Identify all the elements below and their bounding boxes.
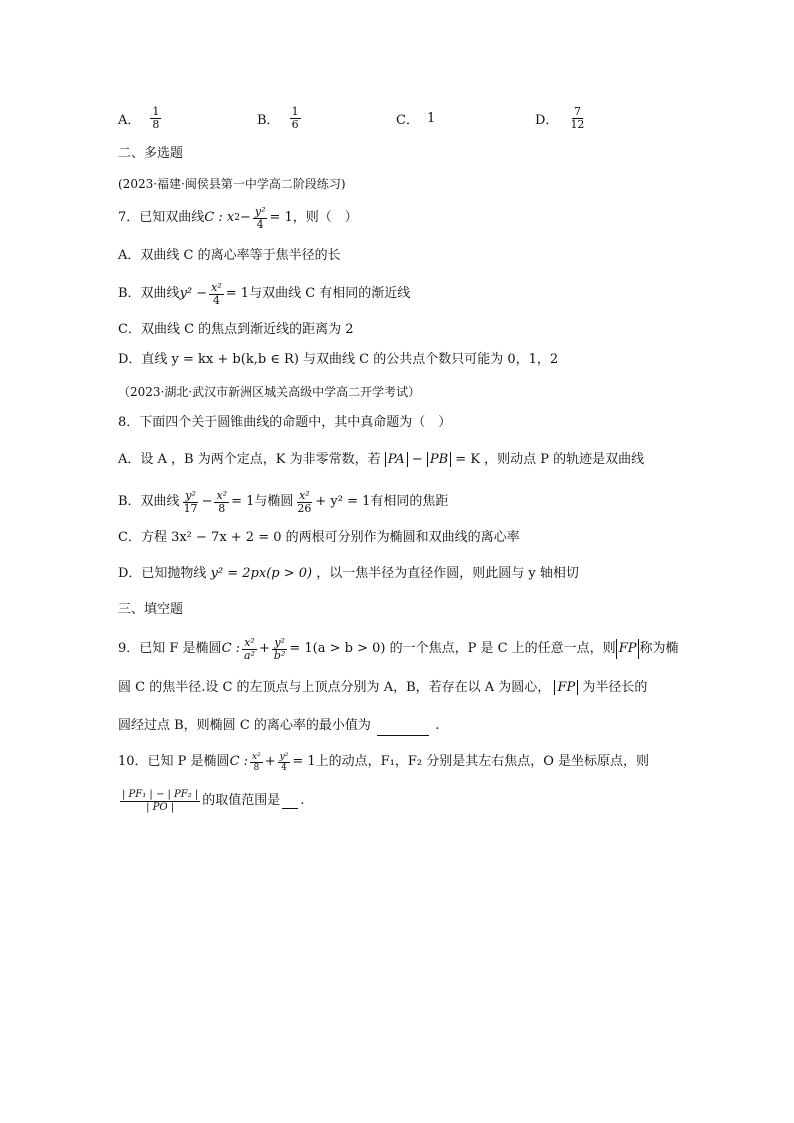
fraction: $\frac{\text{x²}}{8}$	[252, 751, 261, 773]
fraction: $\frac{\text{x²}}{26}$	[297, 488, 312, 515]
q8-option-c: C．方程 3x² − 7x + 2 = 0 的两根可分别作为椭圆和双曲线的离心率	[118, 530, 520, 545]
fraction: $\frac{1}{8}$	[152, 104, 160, 131]
q8-source: （2023·湖北·武汉市新洲区城关高级中学高二开学考试）	[118, 385, 421, 399]
q8-option-d: D．已知抛物线 y² = 2px(p > 0) ，以一焦半径为直径作圆，则此圆与 y 轴相切	[118, 566, 579, 581]
answer-blank[interactable]	[282, 794, 298, 809]
q7-option-d: D．直线 y = kx + b(k,b ∈ R) 与双曲线 C 的公共点个数只可能为 0，1，2	[118, 352, 559, 367]
answer-blank[interactable]	[377, 721, 429, 736]
option-label: A．	[118, 112, 141, 128]
q9-line-3: 圆经过点 B，则椭圆 C 的离心率的最小值为 .	[118, 716, 439, 736]
option-label: D．	[535, 112, 559, 128]
q6-option-b	[257, 100, 303, 136]
q7-option-c: C．双曲线 C 的焦点到渐近线的距离为 2	[118, 322, 354, 337]
q9-line-2: 圆 C 的焦半径.设 C 的左顶点与上顶点分别为 A，B，若存在以 A 为圆心， FP 为半径长的	[118, 680, 648, 695]
q6-option-c	[396, 100, 435, 136]
q6-option-d	[535, 100, 588, 136]
fraction: $\frac{\text{x²}}{8}$	[216, 488, 228, 515]
q8-option-a: A．设 A ，B 为两个定点，K 为非零常数，若 PA − PB = K ，则动点 P 的轨迹是双曲线	[118, 452, 645, 467]
fraction: $\frac{\text{| PF₁ | − | PF₂ |}}{| PO |}$	[122, 788, 199, 813]
q8-stem: 8．下面四个关于圆锥曲线的命题中，其中真命题为（ ）	[118, 415, 452, 430]
q9-line-1: 9．已知 F 是椭圆 C : $\frac{\text{x²}}{\text{a²}}$ + $\frac{\text{y²}}{\text{b²}}$ = 1(a > b > 0) 的一个焦点，P 是 C 上的任意一点，则 FP 称为椭	[118, 635, 679, 662]
q7-stem: 7．已知双曲线 C : x 2 − $\frac{\text{y²}}{4}$ = 1，则（ ）	[118, 204, 358, 231]
q7-option-b: B．双曲线 y² − $\frac{\text{x²}}{4}$ = 1与双曲线 C 有相同的渐近线	[118, 280, 411, 307]
fraction: $\frac{\text{y²}}{17}$	[183, 488, 198, 515]
q7-option-a: A．双曲线 C 的离心率等于焦半径的长	[118, 248, 341, 263]
fraction: $\frac{\text{x²}}{4}$	[211, 280, 222, 307]
fraction: $\frac{7}{12}$	[570, 104, 585, 131]
section-heading-fill: 三、填空题	[118, 602, 184, 617]
fraction: $\frac{\text{y²}}{\text{b²}}$	[273, 635, 286, 662]
q10-line-1: 10．已知 P 是椭圆 C : $\frac{\text{x²}}{8}$ + $\frac{\text{y²}}{4}$ = 1上的动点，F₁，F₂ 分别是其左右焦点，O 是坐标原点，则	[118, 751, 650, 773]
q8-option-b: B．双曲线 $\frac{\text{y²}}{17}$ − $\frac{\text{x²}}{8}$ = 1与椭圆 $\frac{\text{x²}}{26}$ + y² = 1有相同的焦距	[118, 488, 449, 515]
option-text: 1	[426, 110, 436, 126]
section-heading-multi: 二、多选题	[118, 146, 184, 161]
fraction: $\frac{\text{x²}}{\text{a²}}$	[244, 635, 255, 662]
q7-source: (2023·福建·闽侯县第一中学高二阶段练习)	[118, 177, 346, 191]
fraction: $\frac{\text{y²}}{4}$	[279, 751, 289, 773]
option-label: C．	[396, 112, 419, 128]
q10-line-2: $\frac{\text{| PF₁ | − | PF₂ |}}{| PO |}$ 的取值范围是 .	[122, 788, 305, 813]
fraction: $\frac{\text{y²}}{4}$	[254, 204, 266, 231]
fraction: $\frac{1}{6}$	[291, 104, 299, 131]
option-label: B．	[257, 112, 280, 128]
q6-option-a	[118, 100, 163, 136]
